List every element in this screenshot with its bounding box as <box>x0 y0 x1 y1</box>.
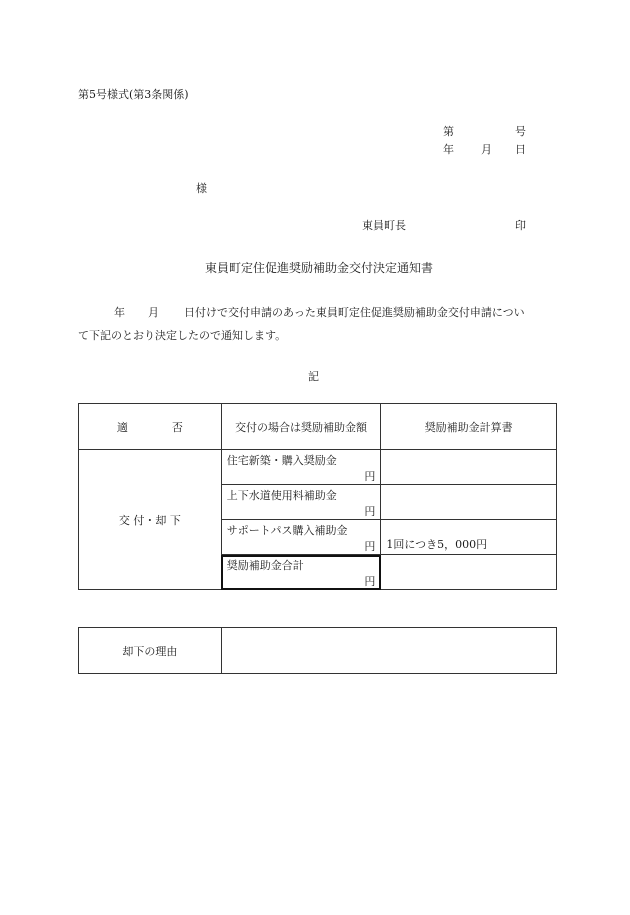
rejection-value <box>221 628 556 674</box>
calc-cell-total <box>381 555 557 590</box>
date-year: 年 <box>443 143 454 156</box>
amount-cell-housing <box>221 450 381 485</box>
row-label-total: 奨励補助金合計 <box>226 559 304 572</box>
decision-value: 交 付・却 下 <box>79 450 222 590</box>
row-unit-total: 円 <box>364 575 376 588</box>
amount-cell-total <box>221 555 381 590</box>
issuer-seal: 印 <box>515 219 526 232</box>
row-label-housing: 住宅新築・購入奨励金 <box>226 454 337 467</box>
subsidy-table <box>78 403 557 590</box>
date-month: 月 <box>481 143 492 156</box>
header-calc: 奨励補助金計算書 <box>381 404 557 450</box>
row-unit-water: 円 <box>364 505 376 518</box>
addressee-suffix: 様 <box>196 182 207 195</box>
rejection-table <box>78 627 557 674</box>
amount-cell-water <box>221 485 381 520</box>
body-month: 月 <box>148 306 159 319</box>
rejection-label: 却下の理由 <box>79 628 222 674</box>
row-label-water: 上下水道使用料補助金 <box>226 489 337 502</box>
header-decision: 適 否 <box>79 404 222 450</box>
body-line2: て下記のとおり決定したので通知します。 <box>78 329 287 342</box>
date-day: 日 <box>515 143 526 156</box>
document-title: 東員町定住促進奨励補助金交付決定通知書 <box>205 261 434 275</box>
form-number: 第5号様式(第3条関係) <box>78 88 189 101</box>
row-label-support: サポートパス購入補助金 <box>226 524 348 537</box>
calc-cell-water <box>381 485 557 520</box>
row-unit-housing: 円 <box>364 470 376 483</box>
calc-cell-housing <box>381 450 557 485</box>
ki-label: 記 <box>308 370 319 383</box>
doc-number-go: 号 <box>515 125 526 138</box>
body-year: 年 <box>114 306 125 319</box>
header-amount: 交付の場合は奨励補助金額 <box>221 404 381 450</box>
amount-cell-support <box>221 520 381 555</box>
doc-number-dai: 第 <box>443 125 454 138</box>
row-unit-support: 円 <box>364 540 376 553</box>
body-line1: 日付けで交付申請のあった東員町定住促進奨励補助金交付申請につい <box>184 306 525 319</box>
calc-cell-support: 1回につき5，000円 <box>381 520 557 555</box>
issuer-title: 東員町長 <box>362 219 406 232</box>
